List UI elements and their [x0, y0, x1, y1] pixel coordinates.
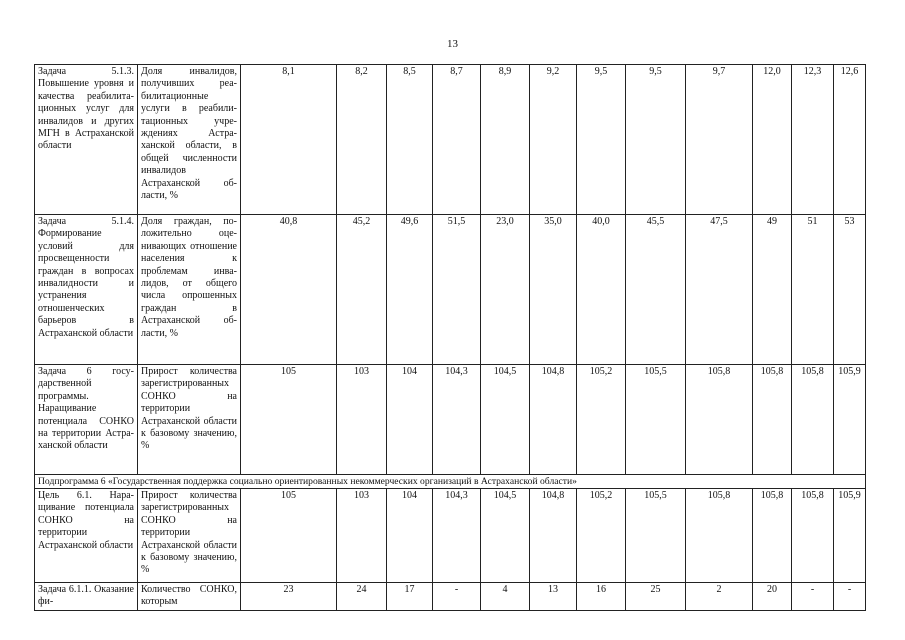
- value-cell: 104,8: [530, 365, 577, 475]
- task-cell: Задача 5.1.4. Формирование условий для просвещенности граждан в вопросах инвалидности и устранения отношенческих барьеров в Астраханской области: [35, 215, 138, 365]
- value-cell: 105,8: [753, 489, 792, 583]
- value-cell: 105,8: [686, 489, 753, 583]
- value-cell: 4: [481, 583, 530, 611]
- value-cell: 13: [530, 583, 577, 611]
- table-row: [35, 583, 866, 611]
- value-cell: 45,5: [626, 215, 686, 365]
- value-cell: -: [433, 583, 481, 611]
- indicator-cell: Прирост количества зарегистрированных СОНКО на территории Астраханской области к базовому значению, %: [138, 489, 241, 583]
- value-cell: 45,2: [337, 215, 387, 365]
- value-cell: -: [792, 583, 834, 611]
- value-cell: 8,5: [387, 65, 433, 215]
- value-cell: 8,2: [337, 65, 387, 215]
- value-cell: 105,8: [792, 365, 834, 475]
- indicator-cell: Доля инвалидов, получивших реабилитационные услуги в реабилитационных учреждениях Астраханской области, в общей численности инвалидов Астраханской области, %: [138, 65, 241, 215]
- task-cell: Задача 6 государственной программы. Наращивание потенциала СОНКО на территории Астраханской области: [35, 365, 138, 475]
- subprogram-header-row: [35, 475, 866, 489]
- indicators-table: [34, 64, 866, 611]
- value-cell: 105,8: [792, 489, 834, 583]
- table-body: [35, 65, 866, 611]
- value-cell: 104: [387, 365, 433, 475]
- table-row: [35, 365, 866, 475]
- value-cell: 40,8: [241, 215, 337, 365]
- value-cell: 47,5: [686, 215, 753, 365]
- value-cell: 53: [834, 215, 866, 365]
- value-cell: 9,5: [577, 65, 626, 215]
- value-cell: 104,3: [433, 365, 481, 475]
- value-cell: 9,5: [626, 65, 686, 215]
- value-cell: 9,7: [686, 65, 753, 215]
- value-cell: 24: [337, 583, 387, 611]
- value-cell: 40,0: [577, 215, 626, 365]
- value-cell: 104,8: [530, 489, 577, 583]
- value-cell: 12,3: [792, 65, 834, 215]
- value-cell: -: [834, 583, 866, 611]
- value-cell: 103: [337, 489, 387, 583]
- value-cell: 105,8: [753, 365, 792, 475]
- value-cell: 8,9: [481, 65, 530, 215]
- table-row: [35, 489, 866, 583]
- value-cell: 104: [387, 489, 433, 583]
- value-cell: 105,8: [686, 365, 753, 475]
- subprogram-title: Подпрограмма 6 «Государственная поддержка социально ориентированных некоммерческих организаций в Астраханской области»: [35, 475, 866, 489]
- value-cell: 51,5: [433, 215, 481, 365]
- value-cell: 105,9: [834, 365, 866, 475]
- value-cell: 105,5: [626, 365, 686, 475]
- value-cell: 105,9: [834, 489, 866, 583]
- value-cell: 23,0: [481, 215, 530, 365]
- indicator-cell: Количество СОНКО, которым: [138, 583, 241, 611]
- value-cell: 8,7: [433, 65, 481, 215]
- value-cell: 105,2: [577, 489, 626, 583]
- value-cell: 104,5: [481, 365, 530, 475]
- value-cell: 35,0: [530, 215, 577, 365]
- value-cell: 103: [337, 365, 387, 475]
- value-cell: 23: [241, 583, 337, 611]
- value-cell: 12,0: [753, 65, 792, 215]
- value-cell: 8,1: [241, 65, 337, 215]
- page-number: 13: [447, 38, 458, 50]
- table-row: [35, 65, 866, 215]
- value-cell: 105: [241, 365, 337, 475]
- value-cell: 49: [753, 215, 792, 365]
- value-cell: 105: [241, 489, 337, 583]
- task-cell: Задача 5.1.3. Повышение уровня и качества реабилитационных услуг для инвалидов и других МГН в Астраханской области: [35, 65, 138, 215]
- value-cell: 105,2: [577, 365, 626, 475]
- value-cell: 25: [626, 583, 686, 611]
- value-cell: 104,5: [481, 489, 530, 583]
- value-cell: 12,6: [834, 65, 866, 215]
- value-cell: 16: [577, 583, 626, 611]
- task-cell: Цель 6.1. Наращивание потенциала СОНКО на территории Астраханской области: [35, 489, 138, 583]
- value-cell: 9,2: [530, 65, 577, 215]
- task-cell: Задача 6.1.1. Оказание фи-: [35, 583, 138, 611]
- value-cell: 20: [753, 583, 792, 611]
- value-cell: 17: [387, 583, 433, 611]
- value-cell: 51: [792, 215, 834, 365]
- value-cell: 49,6: [387, 215, 433, 365]
- value-cell: 105,5: [626, 489, 686, 583]
- value-cell: 2: [686, 583, 753, 611]
- indicator-cell: Доля граждан, положительно оценивающих отношение населения к проблемам инвалидов, от общего числа опрошенных граждан в Астраханской области, %: [138, 215, 241, 365]
- indicator-cell: Прирост количества зарегистрированных СОНКО на территории Астраханской области к базовому значению, %: [138, 365, 241, 475]
- value-cell: 104,3: [433, 489, 481, 583]
- table-row: [35, 215, 866, 365]
